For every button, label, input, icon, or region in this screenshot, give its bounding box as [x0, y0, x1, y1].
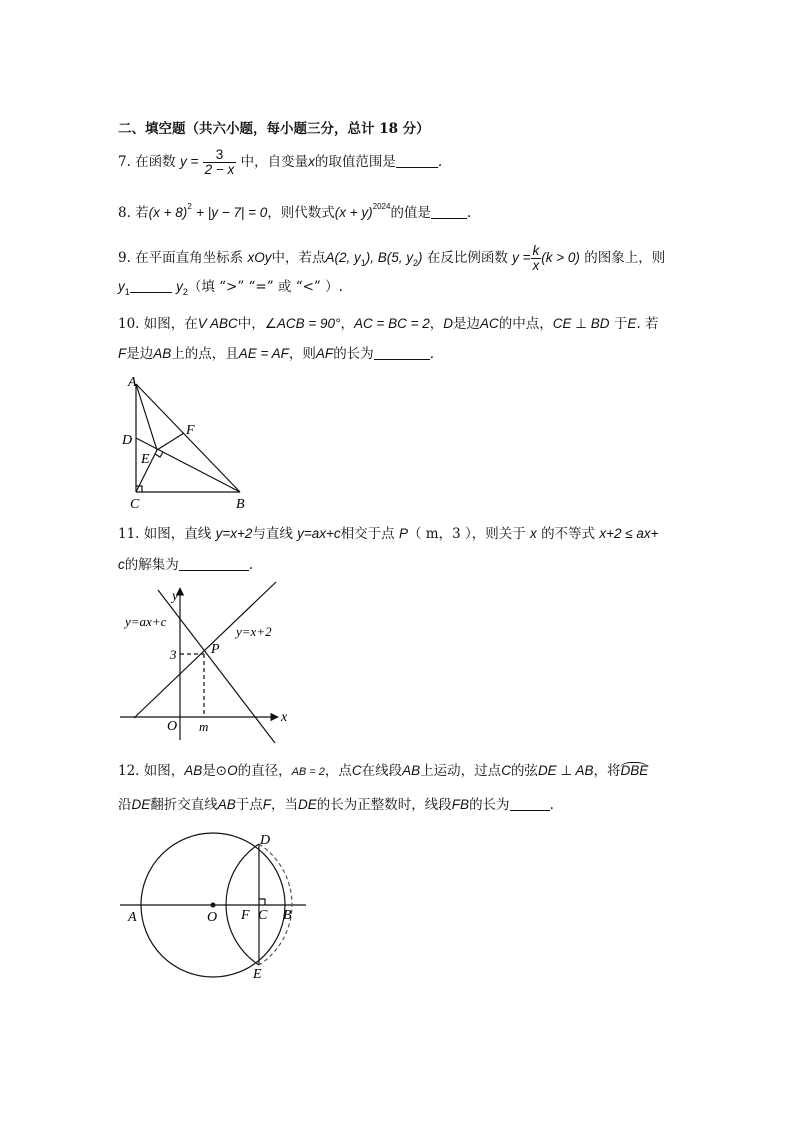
fraction: $\frac{3}{2 - x}$ — [204, 147, 235, 177]
answer-blank[interactable] — [396, 154, 438, 168]
label-A: A — [128, 910, 137, 925]
label-A: A — [128, 375, 137, 390]
question-11: 11. 如图，直线 y=x+2与直线 y=ax+c相交于点 P（ m，3 ），则关于 x 的不等式 x+2 ≤ ax+ — [118, 526, 659, 542]
label-F: F — [241, 908, 250, 923]
question-10: 10. 如图，在V ABC中，∠ACB = 90°，AC = BC = 2，D是边AC的中点，CE ⊥ BD 于E. 若 — [118, 316, 659, 332]
label-B: B — [283, 908, 292, 923]
label-line-ax-c: y=ax+c — [125, 614, 167, 629]
section-title: 二、填空题（共六小题，每小题三分，总计 18 分） — [118, 121, 430, 137]
answer-blank[interactable] — [510, 797, 550, 811]
label-E: E — [141, 452, 150, 467]
figure-12-circle — [118, 828, 318, 980]
line-y-x-plus-2 — [134, 582, 276, 718]
right-angle-C — [259, 899, 265, 905]
label-F: F — [186, 423, 195, 438]
question-10-line-2: F是边AB上的点，且AE = AF，则AF的长为 . — [118, 346, 434, 362]
label-D: D — [122, 433, 133, 448]
answer-blank[interactable] — [179, 557, 249, 571]
question-8: 8. 若$(x + 8)^2 + |y - 7| = 0$，则代数式$(x + y)^{2024}$的值是 . — [118, 202, 472, 221]
label-m: m — [199, 719, 209, 734]
question-12: 12. 如图，AB是⊙O的直径，AB = 2，点C在线段AB上运动，过点C的弦DE ⊥ AB，将DBE — [118, 763, 649, 779]
figure-11-coordinate-plot — [118, 580, 298, 750]
question-9-line-2: $y_1$ $y_2$（填 “>” “=” 或 “<” ）. — [118, 279, 343, 297]
answer-blank[interactable] — [431, 205, 467, 219]
label-C: C — [130, 497, 140, 512]
label-D: D — [260, 833, 271, 848]
label-x: x — [281, 710, 288, 725]
label-y: y — [172, 589, 179, 604]
question-12-line-2: 沿DE翻折交直线AB于点F，当DE的长为正整数时，线段FB的长为 . — [118, 797, 554, 813]
answer-blank[interactable] — [130, 279, 172, 293]
label-B: B — [236, 497, 245, 512]
question-7: 7. 在函数 y = $\frac{3}{2 - x}$ 中，自变量x的取值范围是 . — [118, 147, 443, 177]
arc-DBE: DBE — [620, 763, 649, 778]
label-O: O — [207, 910, 218, 925]
center-dot — [211, 903, 216, 908]
label-3: 3 — [170, 647, 177, 662]
label-E: E — [253, 967, 262, 980]
label-O: O — [167, 719, 178, 734]
question-11-line-2: c的解集为 . — [118, 557, 254, 573]
label-line-x-2: y=x+2 — [236, 624, 272, 639]
side-AB — [136, 384, 240, 492]
label-C: C — [258, 908, 268, 923]
label-P: P — [211, 642, 220, 657]
answer-blank[interactable] — [374, 346, 430, 360]
figure-10-triangle — [110, 372, 260, 512]
question-9: 9. 在平面直角坐标系 xOy中，若点A(2, $y_1$), B(5, $y_2$) 在反比例函数 y = $\frac{k}{x}$ (k > 0) 的图象上，则 — [118, 243, 666, 273]
segment-EF — [157, 433, 184, 450]
segment-BD — [136, 438, 240, 492]
